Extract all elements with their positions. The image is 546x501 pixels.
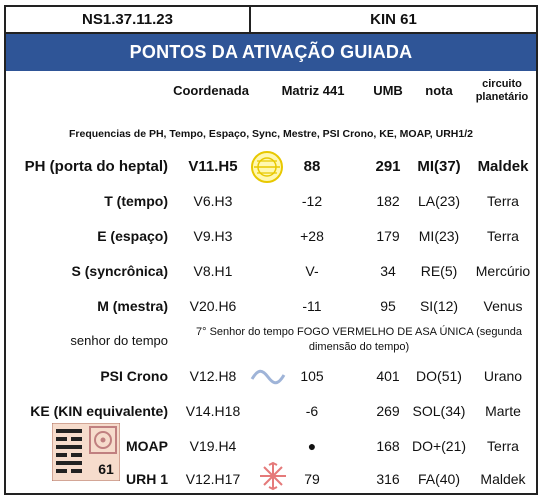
row-label-ph: PH (porta do heptal) <box>24 158 168 175</box>
urh-coord: V12.H17 <box>185 471 241 487</box>
psi-matriz: 105 <box>300 368 324 384</box>
s-matriz: V- <box>305 263 319 279</box>
t-umb: 182 <box>376 193 400 209</box>
e-circuito: Terra <box>487 228 519 244</box>
t-circuito: Terra <box>487 193 519 209</box>
column-header-umb: UMB <box>373 83 403 98</box>
table-title: PONTOS DA ATIVAÇÃO GUIADA <box>6 34 536 71</box>
column-header-nota: nota <box>425 83 453 98</box>
row-label-m: M (mestra) <box>97 298 168 314</box>
urh-circuito: Maldek <box>480 471 526 487</box>
kin-badge-number: 61 <box>98 461 114 477</box>
e-coord: V9.H3 <box>193 228 233 244</box>
ph-circuito: Maldek <box>477 158 529 175</box>
m-umb: 95 <box>380 298 396 314</box>
moap-coord: V19.H4 <box>189 438 237 454</box>
t-coord: V6.H3 <box>193 193 233 209</box>
psi-coord: V12.H8 <box>189 368 237 384</box>
ph-matriz: 88 <box>303 158 321 175</box>
urh-umb: 316 <box>376 471 400 487</box>
ph-umb: 291 <box>375 158 401 175</box>
frequencies-line: Frequencias de PH, Tempo, Espaço, Sync, Mestre, PSI Crono, KE, MOAP, URH1/2 <box>69 128 473 140</box>
row-label-t: T (tempo) <box>104 193 168 209</box>
column-header-circuito <box>470 78 534 104</box>
row-label-e: E (espaço) <box>97 228 168 244</box>
ph-nota: MI(37) <box>417 158 461 175</box>
m-coord: V20.H6 <box>189 298 237 314</box>
column-header-circuito-line1: circuito <box>482 78 522 90</box>
psi-umb: 401 <box>376 368 400 384</box>
red-cross-glyph-icon <box>258 461 288 496</box>
t-nota: LA(23) <box>417 193 461 209</box>
urh-matriz: 79 <box>304 471 320 487</box>
ph-coord: V11.H5 <box>188 158 238 175</box>
column-header-circuito-line2: planetário <box>475 91 529 103</box>
psi-circuito: Urano <box>483 368 523 384</box>
kin-header: KIN 61 <box>251 7 536 34</box>
e-umb: 179 <box>376 228 400 244</box>
ke-matriz: -6 <box>305 403 319 419</box>
activation-table <box>4 5 538 495</box>
senhor-label: senhor do tempo <box>70 333 168 348</box>
e-nota: MI(23) <box>418 228 460 244</box>
moap-circuito: Terra <box>487 438 519 454</box>
moap-matriz: ● <box>307 438 317 454</box>
e-matriz: +28 <box>300 228 324 244</box>
urh-nota: FA(40) <box>417 471 460 487</box>
date-header: NS1.37.11.23 <box>6 7 251 34</box>
m-circuito: Venus <box>483 298 523 314</box>
ke-umb: 269 <box>376 403 400 419</box>
ke-circuito: Marte <box>485 403 521 419</box>
s-umb: 34 <box>380 263 396 279</box>
moap-nota: DO+(21) <box>411 438 467 454</box>
row-label-s: S (syncrônica) <box>71 263 168 279</box>
row-label-urh: URH 1 <box>125 471 168 487</box>
s-circuito: Mercúrio <box>475 263 531 279</box>
row-label-moap: MOAP <box>126 438 168 454</box>
s-nota: RE(5) <box>420 263 458 279</box>
column-header-coordenada: Coordenada <box>173 83 249 98</box>
psi-nota: DO(51) <box>416 368 462 384</box>
row-label-psi: PSI Crono <box>100 368 168 384</box>
moap-umb: 168 <box>376 438 400 454</box>
ke-coord: V14.H18 <box>185 403 241 419</box>
m-nota: SI(12) <box>419 298 459 314</box>
m-matriz: -11 <box>302 298 322 314</box>
t-matriz: -12 <box>301 193 323 209</box>
yellow-seal-icon <box>250 150 284 189</box>
row-label-ke: KE (KIN equivalente) <box>30 403 168 419</box>
senhor-text: 7° Senhor do tempo FOGO VERMELHO DE ASA ÚNICA (segunda dimensão do tempo) <box>196 326 522 353</box>
s-coord: V8.H1 <box>193 263 233 279</box>
ke-nota: SOL(34) <box>412 403 466 419</box>
wave-icon <box>250 367 286 392</box>
column-header-matriz: Matriz 441 <box>281 83 345 98</box>
